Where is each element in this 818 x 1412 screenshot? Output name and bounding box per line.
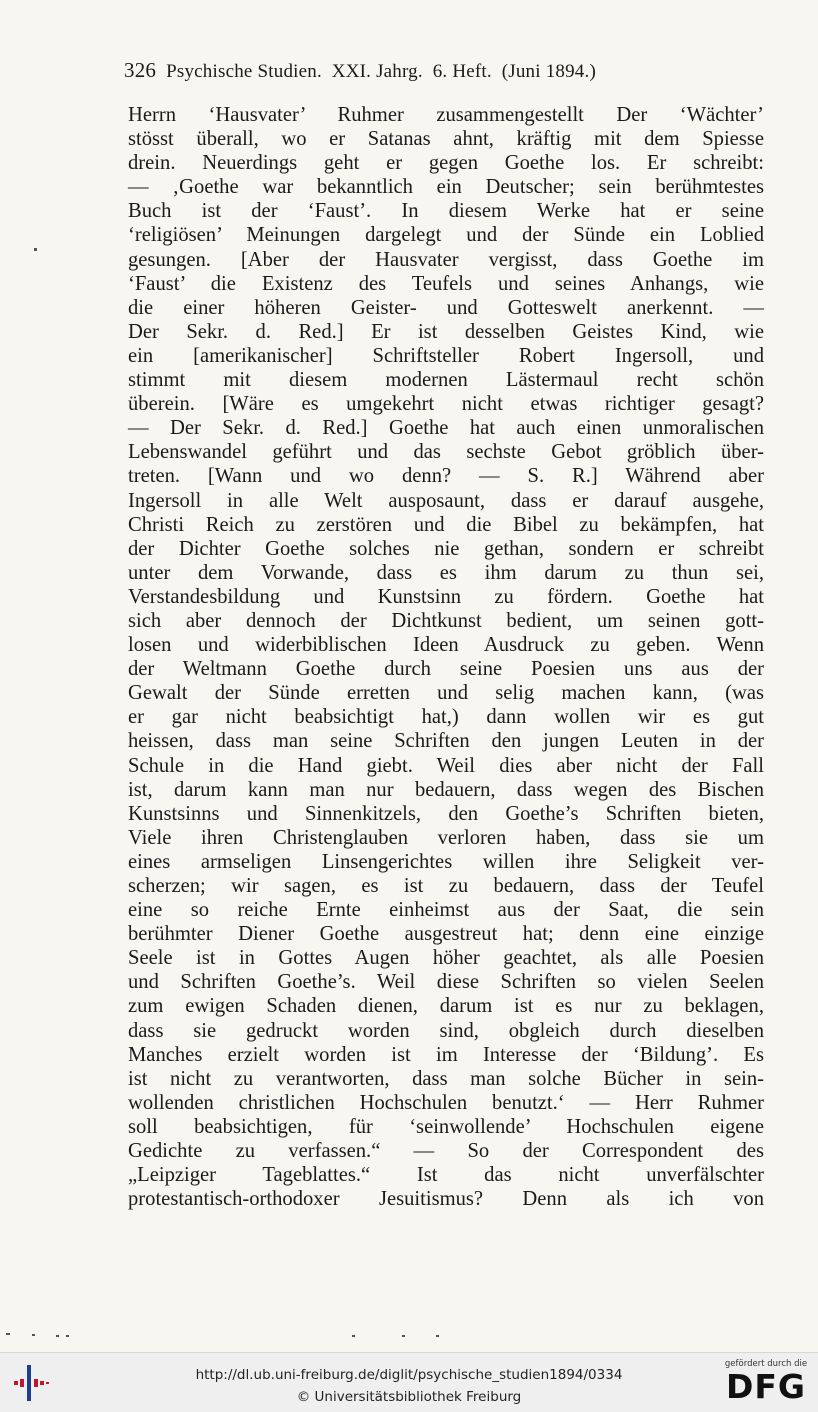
running-header [124,58,704,83]
text-line: Schule in die Hand giebt. Weil dies aber nicht der Fall [128,754,764,777]
text-line: drein. Neuerdings geht er gegen Goethe los. Er schreibt: [128,152,764,175]
text-line: — ‚Goethe war bekanntlich ein Deutscher; sein berühmtestes [128,176,764,199]
text-line: wollenden christlichen Hochschulen benutzt.‘ — Herr Ruhmer [128,1091,764,1114]
text-line: unter dem Vorwande, dass es ihm darum zu thun sei, [128,561,764,584]
text-line: der Weltmann Goethe durch seine Poesien uns aus der [128,658,764,681]
copyright-notice: © Universitätsbibliothek Freiburg [296,1389,522,1405]
text-line: eines armseligen Linsengerichtes willen ihre Seligkeit ver- [128,850,764,873]
dfg-mark: DFG [725,1367,807,1406]
text-line: — Der Sekr. d. Red.] Goethe hat auch einen unmoralischen [128,417,764,440]
text-line: losen und widerbiblischen Ideen Ausdruck zu geben. Wenn [128,634,764,657]
dfg-logo [718,1359,814,1407]
text-line: er gar nicht beabsichtigt hat,) dann wollen wir es gut [128,706,764,729]
text-line: der Dichter Goethe solches nie gethan, sondern er schreibt [128,537,764,560]
text-line: stösst überall, wo er Satanas ahnt, kräftig mit dem Spiesse [128,128,764,151]
text-line: Gedichte zu verfassen.“ — So der Correspondent des [128,1140,764,1163]
text-line: sich aber dennoch der Dichtkunst bedient, um seinen gott- [128,609,764,632]
text-line: dass sie gedruckt worden sind, obgleich durch dieselben [128,1019,764,1042]
text-line: gesungen. [Aber der Hausvater vergisst, dass Goethe im [128,248,764,271]
text-line: ist nicht zu verantworten, dass man solche Bücher in sein- [128,1067,764,1090]
viewer-footer [0,1352,818,1412]
text-line: Lebenswandel geführt und das sechste Gebot gröblich über- [128,441,764,464]
text-line: zum ewigen Schaden dienen, darum ist es nur zu beklagen, [128,995,764,1018]
text-line: Der Sekr. d. Red.] Er ist desselben Geistes Kind, wie [128,320,764,343]
text-line: Seele ist in Gottes Augen höher geachtet, als alle Poesien [128,947,764,970]
text-line: treten. [Wann und wo denn? — S. R.] Während aber [128,465,764,488]
text-line: scherzen; wir sagen, es ist zu bedauern, dass der Teufel [128,875,764,897]
scan-speck [402,1335,405,1337]
scan-speck [6,1333,10,1335]
text-line: Buch ist der ‘Faust’. In diesem Werke hat er seine [128,200,764,223]
text-line: ist, darum kann man nur bedauern, dass wegen des Bischen [128,778,764,801]
text-line: ‘religiösen’ Meinungen dargelegt und der Sünde ein Loblied [128,224,764,247]
text-line: Gewalt der Sünde erretten und selig machen kann, (was [128,682,764,705]
text-line: Ingersoll in alle Welt ausposaunt, dass er darauf ausgehe, [128,489,764,512]
body-text [128,103,764,1211]
page-number: 326 [124,58,157,82]
source-url-link[interactable]: http://dl.ub.uni-freiburg.de/diglit/psychische_studien1894/0334 [195,1367,623,1383]
text-line: und Schriften Goethe’s. Weil diese Schriften so vielen Seelen [128,971,764,994]
scan-speck [32,1334,35,1336]
text-line: eine so reiche Ernte einheimst aus der Saat, die sein [128,899,764,922]
text-line: Verstandesbildung und Kunstsinn zu fördern. Goethe hat [128,585,764,608]
text-line: Herrn ‘Hausvater’ Ruhmer zusammengestellt Der ‘Wächter’ [128,104,764,126]
text-line: stimmt mit diesem modernen Lästermaul recht schön [128,369,764,392]
text-line: ein [amerikanischer] Schriftsteller Robert Ingersoll, und [128,344,764,367]
text-line: protestantisch-orthodoxer Jesuitismus? Denn als ich von [128,1188,764,1211]
scan-speck [34,248,37,251]
text-line: soll beabsichtigen, für ‘seinwollende’ Hochschulen eigene [128,1115,764,1138]
scan-speck [66,1335,69,1337]
scan-speck [352,1335,355,1337]
text-line: heissen, dass man seine Schriften den jungen Leuten in der [128,730,764,753]
text-line: Christi Reich zu zerstören und die Bibel zu bekämpfen, hat [128,513,764,536]
text-line: „Leipziger Tageblattes.“ Ist das nicht unverfälschter [128,1164,764,1187]
text-line: Kunstsinns und Sinnenkitzels, den Goethe’s Schriften bieten, [128,802,764,825]
text-line: berühmter Diener Goethe ausgestreut hat; denn eine einzige [128,923,764,946]
scan-speck [56,1335,59,1337]
dfg-tagline: gefördert durch die [724,1359,808,1369]
running-title: Psychische Studien. XXI. Jahrg. 6. Heft. (Juni 1894.) [166,61,596,82]
text-line: ‘Faust’ die Existenz des Teufels und seines Anhangs, wie [128,272,764,295]
text-line: überein. [Wäre es umgekehrt nicht etwas richtiger gesagt? [128,393,764,416]
scan-speck [436,1335,439,1337]
text-line: Viele ihren Christenglauben verloren haben, dass sie um [128,826,764,849]
text-line: Manches erzielt worden ist im Interesse der ‘Bildung’. Es [128,1043,764,1066]
text-line: die einer höheren Geister- und Gotteswelt anerkennt. — [128,296,764,319]
